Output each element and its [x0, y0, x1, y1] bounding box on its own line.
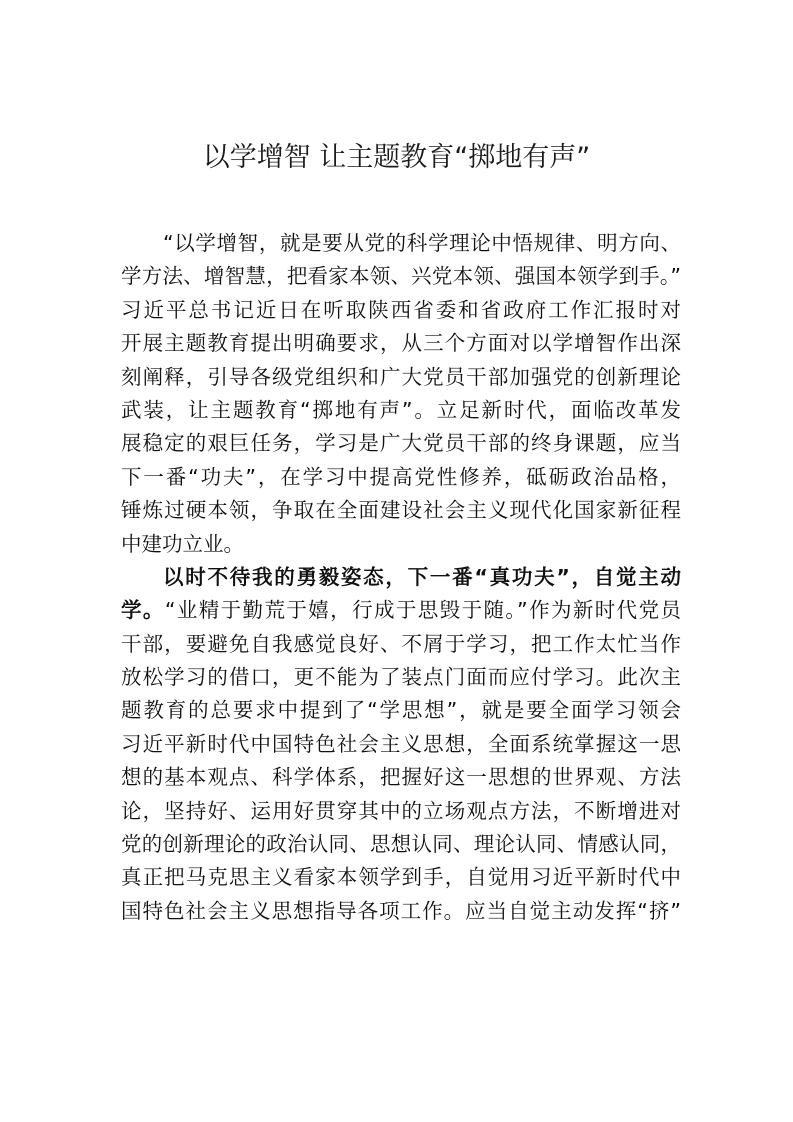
text-line: 学方法、增智慧，把看家本领、兴党本领、强国本领学到手。” — [121, 264, 681, 289]
text-line: 真正把马克思主义看家本领学到手，自觉用习近平新时代中 — [121, 865, 681, 890]
text-line: 中建功立业。 — [121, 531, 244, 556]
text-line: 习近平新时代中国特色社会主义思想，全面系统掌握这一思 — [121, 731, 681, 756]
heading-text: 以时不待我的勇毅姿态，下一番“真功夫”，自觉主动 — [163, 564, 681, 589]
text-line: 下一番“功夫”，在学习中提高党性修养，砥砺政治品格， — [121, 464, 681, 489]
text-line — [121, 594, 681, 627]
text-line: 武装，让主题教育“掷地有声”。立足新时代，面临改革发 — [121, 397, 681, 422]
paragraph-2 — [121, 561, 681, 928]
text-line: 党的创新理论的政治认同、思想认同、理论认同、情感认同， — [121, 832, 681, 857]
text-line: 干部，要避免自我感觉良好、不屑于学习，把工作太忙当作 — [121, 631, 681, 656]
text-line: 刻阐释，引导各级党组织和广大党员干部加强党的创新理论 — [121, 364, 681, 389]
text-line: 习近平总书记近日在听取陕西省委和省政府工作汇报时对 — [121, 297, 681, 322]
text-line: 国特色社会主义思想指导各项工作。应当自觉主动发挥“挤” — [121, 898, 681, 923]
document-body — [121, 227, 681, 928]
section-heading — [121, 561, 681, 594]
text-line: 开展主题教育提出明确要求，从三个方面对以学增智作出深 — [121, 331, 681, 356]
text-line: 题教育的总要求中提到了“学思想”，就是要全面学习领会 — [121, 698, 681, 723]
line-text: “业精于勤荒于嬉，行成于思毁于随。”作为新时代党员 — [164, 598, 681, 623]
text-line: 放松学习的借口，更不能为了装点门面而应付学习。此次主 — [121, 665, 681, 690]
text-line: 锤炼过硬本领，争取在全面建设社会主义现代化国家新征程 — [121, 498, 681, 523]
heading-tail: 学。 — [121, 598, 165, 623]
paragraph-1 — [121, 227, 681, 561]
text-line: 论，坚持好、运用好贯穿其中的立场观点方法，不断增进对 — [121, 798, 681, 823]
text-line: 展稳定的艰巨任务，学习是广大党员干部的终身课题，应当 — [121, 431, 681, 456]
document-title: 以学增智 让主题教育“掷地有声” — [202, 142, 591, 173]
text-line: “以学增智，就是要从党的科学理论中悟规律、明方向、 — [163, 231, 681, 255]
text-line: 想的基本观点、科学体系，把握好这一思想的世界观、方法 — [121, 765, 681, 790]
